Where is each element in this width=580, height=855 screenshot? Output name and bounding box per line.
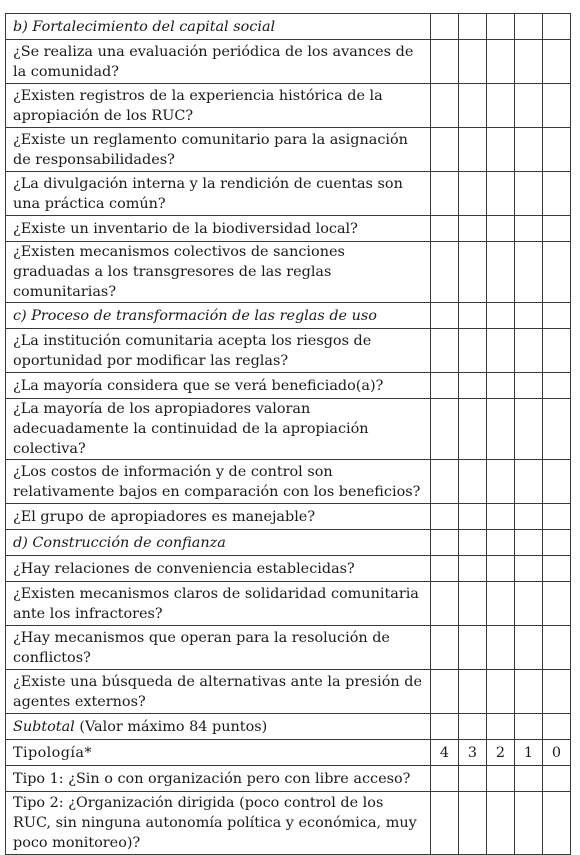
score-cell: [431, 582, 459, 626]
score-cell: [515, 373, 543, 399]
score-cell: [459, 556, 487, 582]
section-heading: d) Construcción de confianza: [6, 530, 431, 556]
score-cell: [487, 530, 515, 556]
score-cell: [515, 626, 543, 670]
score-cell: [543, 172, 571, 216]
question-text: ¿La institución comunitaria acepta los riesgos de oportunidad por modificar las reglas?: [6, 329, 431, 373]
table-row: [6, 40, 571, 84]
score-cell: [543, 128, 571, 172]
score-cell: [459, 172, 487, 216]
score-cell: [431, 766, 459, 792]
score-cell: [543, 504, 571, 530]
table-row: [6, 242, 571, 303]
score-cell: [431, 373, 459, 399]
score-cell: [543, 242, 571, 303]
question-text: ¿Hay mecanismos que operan para la resolución de conflictos?: [6, 626, 431, 670]
score-cell: [459, 216, 487, 242]
table-row: [6, 128, 571, 172]
score-cell: [543, 670, 571, 714]
tipologia-heading: Tipología*: [6, 740, 431, 766]
score-cell: [431, 172, 459, 216]
table-row: [6, 460, 571, 504]
tipo-text: Tipo 2: ¿Organización dirigida (poco control de los RUC, sin ninguna autonomía política y económica, muy poco monitoreo)?: [6, 792, 431, 855]
score-cell: [459, 504, 487, 530]
question-text: ¿Hay relaciones de conveniencia establecidas?: [6, 556, 431, 582]
score-cell: [487, 242, 515, 303]
score-cell: [543, 40, 571, 84]
score-cell: [459, 329, 487, 373]
score-cell: [431, 329, 459, 373]
score-cell: [543, 626, 571, 670]
score-cell: [543, 792, 571, 855]
score-cell: [543, 329, 571, 373]
score-cell: [487, 792, 515, 855]
score-cell: [515, 303, 543, 329]
score-cell: [487, 303, 515, 329]
score-cell: [487, 329, 515, 373]
score-cell: [459, 582, 487, 626]
score-cell: [459, 14, 487, 40]
table-row: [6, 399, 571, 460]
score-cell: [515, 14, 543, 40]
question-text: ¿El grupo de apropiadores es manejable?: [6, 504, 431, 530]
score-cell: [431, 14, 459, 40]
tipologia-row: [6, 766, 571, 792]
score-cell: [515, 128, 543, 172]
question-text: ¿Existen mecanismos colectivos de sanciones graduadas a los transgresores de las reglas comunitarias?: [6, 242, 431, 303]
score-cell: [431, 670, 459, 714]
question-text: ¿Existe un reglamento comunitario para la asignación de responsabilidades?: [6, 128, 431, 172]
score-cell: [459, 40, 487, 84]
score-cell: [459, 714, 487, 740]
score-cell: [431, 40, 459, 84]
score-cell: [515, 582, 543, 626]
section-heading-row: [6, 530, 571, 556]
tipo-text: Tipo 1: ¿Sin o con organización pero con libre acceso?: [6, 766, 431, 792]
score-cell: [515, 84, 543, 128]
question-text: ¿La divulgación interna y la rendición de cuentas son una práctica común?: [6, 172, 431, 216]
table-row: [6, 84, 571, 128]
question-text: ¿La mayoría considera que se verá beneficiado(a)?: [6, 373, 431, 399]
section-heading-row: [6, 14, 571, 40]
score-cell: [487, 504, 515, 530]
score-cell: [543, 14, 571, 40]
score-cell: [487, 172, 515, 216]
score-cell: [515, 242, 543, 303]
score-cell: [431, 460, 459, 504]
tipologia-row: [6, 792, 571, 855]
score-cell: [543, 460, 571, 504]
score-cell: [543, 582, 571, 626]
table-row: [6, 626, 571, 670]
score-label: 4: [431, 740, 459, 766]
score-cell: [543, 556, 571, 582]
score-cell: [459, 766, 487, 792]
score-label: 1: [515, 740, 543, 766]
section-heading-row: [6, 303, 571, 329]
score-label: 2: [487, 740, 515, 766]
score-cell: [543, 530, 571, 556]
score-cell: [459, 84, 487, 128]
score-cell: [431, 84, 459, 128]
score-cell: [431, 504, 459, 530]
score-cell: [431, 626, 459, 670]
subtotal-cell: [6, 714, 431, 740]
score-cell: [459, 128, 487, 172]
score-cell: [515, 766, 543, 792]
subtotal-row: [6, 714, 571, 740]
score-cell: [487, 40, 515, 84]
table-row: [6, 556, 571, 582]
score-cell: [515, 460, 543, 504]
score-cell: [431, 556, 459, 582]
score-cell: [431, 792, 459, 855]
score-cell: [543, 373, 571, 399]
score-cell: [515, 504, 543, 530]
question-text: ¿Existe un inventario de la biodiversidad local?: [6, 216, 431, 242]
table-row: [6, 582, 571, 626]
question-text: ¿Se realiza una evaluación periódica de los avances de la comunidad?: [6, 40, 431, 84]
score-cell: [543, 766, 571, 792]
score-cell: [543, 84, 571, 128]
table-row: [6, 216, 571, 242]
score-label: 0: [543, 740, 571, 766]
score-cell: [487, 766, 515, 792]
score-cell: [431, 399, 459, 460]
score-cell: [487, 14, 515, 40]
table-row: [6, 504, 571, 530]
score-cell: [515, 40, 543, 84]
score-cell: [431, 128, 459, 172]
question-text: ¿Existe una búsqueda de alternativas ante la presión de agentes externos?: [6, 670, 431, 714]
score-cell: [515, 530, 543, 556]
score-cell: [459, 792, 487, 855]
score-cell: [431, 714, 459, 740]
score-cell: [487, 460, 515, 504]
subtotal-label: Subtotal: [13, 718, 75, 735]
score-cell: [487, 714, 515, 740]
score-cell: [543, 216, 571, 242]
score-cell: [487, 582, 515, 626]
score-cell: [487, 626, 515, 670]
table-row: [6, 329, 571, 373]
score-cell: [515, 670, 543, 714]
score-cell: [431, 242, 459, 303]
section-heading: c) Proceso de transformación de las reglas de uso: [6, 303, 431, 329]
subtotal-note: (Valor máximo 84 puntos): [79, 718, 268, 735]
score-cell: [515, 329, 543, 373]
score-cell: [543, 714, 571, 740]
score-cell: [543, 303, 571, 329]
score-cell: [459, 399, 487, 460]
question-text: ¿Los costos de información y de control son relativamente bajos en comparación con los beneficios?: [6, 460, 431, 504]
table-row: [6, 670, 571, 714]
score-cell: [431, 303, 459, 329]
score-cell: [487, 670, 515, 714]
score-label: 3: [459, 740, 487, 766]
score-cell: [515, 216, 543, 242]
question-text: ¿Existen registros de la experiencia histórica de la apropiación de los RUC?: [6, 84, 431, 128]
score-cell: [515, 792, 543, 855]
table-row: [6, 373, 571, 399]
score-cell: [487, 128, 515, 172]
score-cell: [515, 556, 543, 582]
score-cell: [459, 626, 487, 670]
section-heading: b) Fortalecimiento del capital social: [6, 14, 431, 40]
score-cell: [459, 373, 487, 399]
score-cell: [431, 530, 459, 556]
score-cell: [459, 242, 487, 303]
evaluation-table: [5, 13, 571, 855]
score-cell: [515, 172, 543, 216]
score-cell: [487, 216, 515, 242]
score-cell: [431, 216, 459, 242]
tipologia-header-row: [6, 740, 571, 766]
score-cell: [487, 399, 515, 460]
score-cell: [487, 84, 515, 128]
score-cell: [515, 399, 543, 460]
table-row: [6, 172, 571, 216]
score-cell: [459, 460, 487, 504]
score-cell: [459, 670, 487, 714]
score-cell: [543, 399, 571, 460]
score-cell: [487, 373, 515, 399]
score-cell: [487, 556, 515, 582]
question-text: ¿La mayoría de los apropiadores valoran adecuadamente la continuidad de la apropiación colectiva?: [6, 399, 431, 460]
score-cell: [459, 530, 487, 556]
score-cell: [515, 714, 543, 740]
question-text: ¿Existen mecanismos claros de solidaridad comunitaria ante los infractores?: [6, 582, 431, 626]
score-cell: [459, 303, 487, 329]
